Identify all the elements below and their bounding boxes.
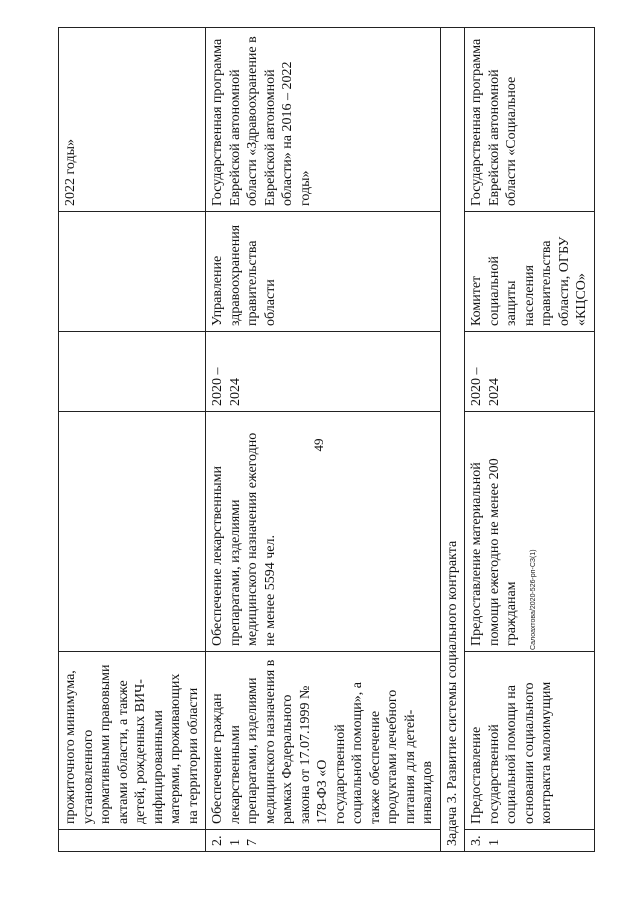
cell-expected-result bbox=[59, 412, 206, 652]
cell-period: 2020 – 2024 bbox=[206, 332, 441, 412]
rotated-table-canvas bbox=[58, 28, 589, 852]
table-row-2-17 bbox=[206, 28, 441, 852]
cell-measure-name: Предоставление государственной социальной помощи на основании социального контракта малоимущим bbox=[465, 652, 595, 830]
cell-program: Государственная программа Еврейской автономной области «Социальное bbox=[465, 28, 595, 212]
cell-number: 2.17 bbox=[206, 830, 441, 852]
cell-expected-result: Обеспечение лекарственными препаратами, изделиями медицинского назначения ежегодно не менее 5594 чел. bbox=[206, 412, 441, 652]
cell-responsible bbox=[59, 212, 206, 332]
table-row-task-heading bbox=[440, 28, 465, 852]
cell-program: 2022 годы» bbox=[59, 28, 206, 212]
footer-document-code: Салоахтова/2020-526-рп-СЗ(1) bbox=[530, 549, 537, 650]
cell-period bbox=[59, 332, 206, 412]
cell-program: Государственная программа Еврейской автономной области «Здравоохранение в Еврейской автономной области» на 2016 – 2022 годы» bbox=[206, 28, 441, 212]
cell-responsible: Управление здравоохранения правительства области bbox=[206, 212, 441, 332]
cell-expected-result: Предоставление материальной помощи ежегодно не менее 200 гражданам bbox=[465, 412, 595, 652]
cell-period: 2020 – 2024 bbox=[465, 332, 595, 412]
table-row-continuation bbox=[59, 28, 206, 852]
cell-measure-name: прожиточного минимума, установленного нормативными правовыми актами области, а также детей, рожденных ВИЧ-инфицированными матерями, проживающих на территории области bbox=[59, 652, 206, 830]
program-table bbox=[58, 27, 595, 852]
page-number: 49 bbox=[311, 438, 326, 452]
table-row-3-1 bbox=[465, 28, 595, 852]
cell-number: 3.1 bbox=[465, 830, 595, 852]
task-heading: Задача 3. Развитие системы социального контракта bbox=[440, 28, 465, 852]
cell-number bbox=[59, 830, 206, 852]
cell-measure-name: Обеспечение граждан лекарственными препаратами, изделиями медицинского назначения в рамках Федерального закона от 17.07.1999 № 178-ФЗ «О государственной социальной помощи», а также обеспечение продуктами лечебного питания для детей-инвалидов bbox=[206, 652, 441, 830]
cell-responsible: Комитет социальной защиты населения правительства области, ОГБУ «КЦСО» bbox=[465, 212, 595, 332]
